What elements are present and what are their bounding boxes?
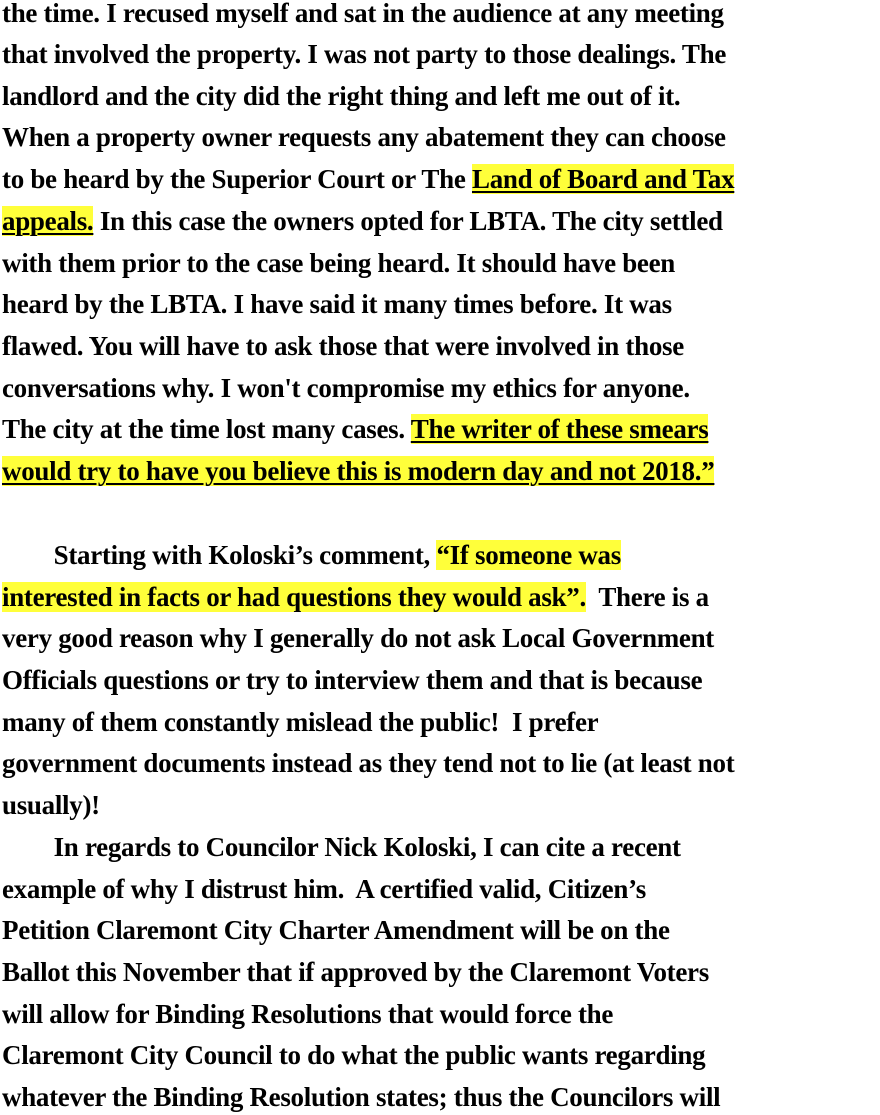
- text-span: Petition Claremont City Charter Amendment will be on the: [2, 915, 670, 945]
- text-span: the time. I recused myself and sat in the audience at any meeting: [2, 0, 724, 28]
- text-line: [2, 620, 714, 656]
- text-span: The city at the time lost many cases.: [2, 414, 411, 444]
- text-span: will allow for Binding Resolutions that would force the: [2, 999, 614, 1029]
- text-line: [2, 704, 598, 740]
- highlighted-link-text[interactable]: Land of Board and Tax: [471, 164, 735, 194]
- text-span: Officials questions or try to interview them and that is because: [2, 665, 703, 695]
- text-line: [2, 537, 621, 573]
- highlighted-underlined-text: would try to have you believe this is modern day and not 2018.”: [2, 456, 715, 486]
- text-line: [2, 579, 709, 615]
- highlighted-underlined-text: The writer of these smears: [410, 414, 709, 444]
- text-span: to be heard by the Superior Court or The: [2, 164, 472, 194]
- text-line: [2, 1079, 720, 1115]
- text-span: usually)!: [2, 790, 100, 820]
- text-span: landlord and the city did the right thing and left me out of it.: [2, 81, 681, 111]
- text-line: [2, 954, 709, 990]
- text-span: example of why I distrust him. A certified valid, Citizen’s: [2, 874, 646, 904]
- text-line: [2, 912, 670, 948]
- text-line: [2, 370, 690, 406]
- text-span: heard by the LBTA. I have said it many times before. It was: [2, 289, 672, 319]
- text-span: that involved the property. I was not party to those dealings. The: [2, 39, 727, 69]
- text-line: [2, 0, 724, 31]
- highlighted-link-text[interactable]: appeals.: [2, 206, 94, 236]
- text-span: In regards to Councilor Nick Koloski, I can cite a recent: [2, 832, 681, 862]
- text-span: Starting with Koloski’s comment,: [2, 540, 437, 570]
- text-span: government documents instead as they tend not to lie (at least not: [2, 748, 735, 778]
- text-line: [2, 453, 714, 489]
- text-span: In this case the owners opted for LBTA. The city settled: [93, 206, 723, 236]
- highlighted-quote: “If someone was: [436, 540, 621, 570]
- text-line: [2, 996, 613, 1032]
- text-line: [2, 745, 734, 781]
- text-span: flawed. You will have to ask those that were involved in those: [2, 331, 684, 361]
- text-span: many of them constantly mislead the public! I prefer: [2, 707, 599, 737]
- text-line: [2, 328, 684, 364]
- text-line: [2, 286, 672, 322]
- text-span: with them prior to the case being heard. It should have been: [2, 248, 676, 278]
- text-line: [2, 411, 708, 447]
- text-line: [2, 36, 726, 72]
- text-span: Ballot this November that if approved by the Claremont Voters: [2, 957, 709, 987]
- highlighted-quote: interested in facts or had questions they would ask”.: [2, 582, 586, 612]
- text-line: [2, 161, 734, 197]
- text-line: [2, 78, 680, 114]
- text-line: [2, 871, 646, 907]
- text-span: whatever the Binding Resolution states; thus the Councilors will: [2, 1082, 721, 1112]
- text-line: [2, 203, 723, 239]
- text-span: very good reason why I generally do not ask Local Government: [2, 623, 714, 653]
- text-line: [2, 1037, 705, 1073]
- text-line: [2, 662, 702, 698]
- text-line: [2, 787, 100, 823]
- text-line: [2, 829, 681, 865]
- text-line: [2, 119, 726, 155]
- text-span: When a property owner requests any abatement they can choose: [2, 122, 726, 152]
- text-line: [2, 245, 675, 281]
- text-span: conversations why. I won't compromise my ethics for anyone.: [2, 373, 690, 403]
- text-span: There is a: [585, 582, 709, 612]
- text-span: Claremont City Council to do what the public wants regarding: [2, 1040, 706, 1070]
